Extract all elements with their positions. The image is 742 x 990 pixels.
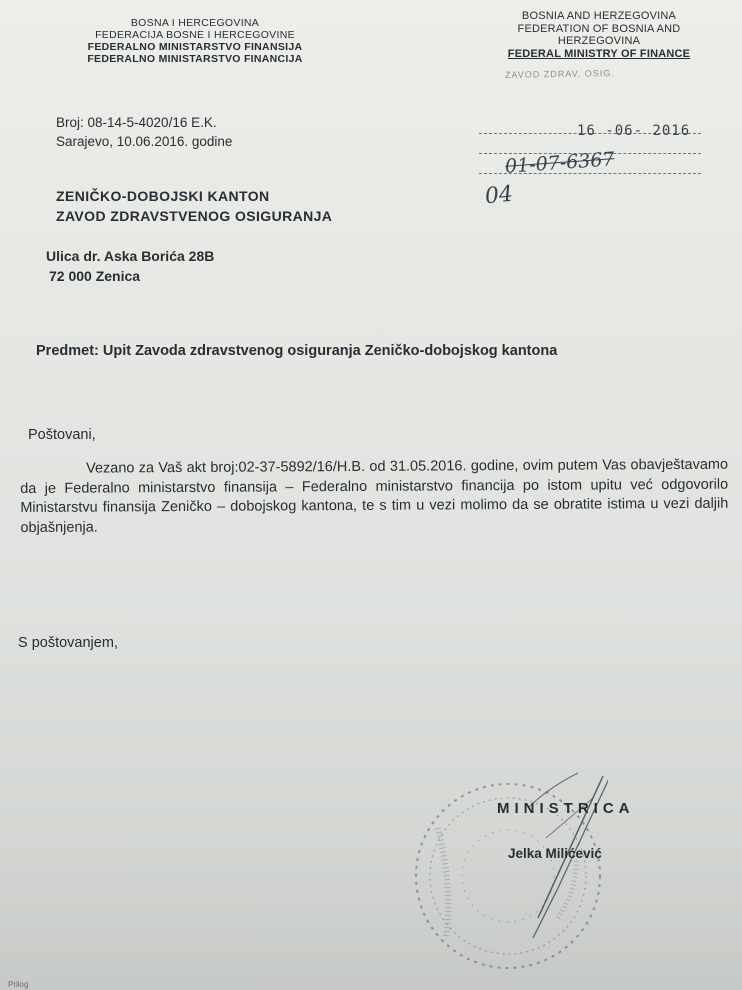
faded-stamp-text: ZAVOD ZDRAV. OSIG. (504, 68, 615, 80)
reference-place-date: Sarajevo, 10.06.2016. godine (56, 134, 233, 149)
letter-subject: Predmet: Upit Zavoda zdravstvenog osiguranja Zeničko-dobojskog kantona (36, 343, 558, 359)
reference-block (56, 113, 232, 151)
letterhead-ministry-bs: FEDERALNO MINISTARSTVO FINANSIJA (87, 41, 303, 53)
letter-body: Vezano za Vaš akt broj:02-37-5892/16/H.B. od 31.05.2016. godine, ovim putem Vas obavještavamo da je Federalno ministarstvo finansija – Federalno ministarstvo financija po istom upitu već odgovorilo Ministarstvu finansija Zeničko – dobojskog kantona, te s tim u vezi molimo da se obratite istima u vezi daljih objašnjenja. (20, 456, 729, 536)
letterhead-country: BOSNA I HERCEGOVINA (130, 17, 260, 29)
letterhead-federation-en: FEDERATION OF BOSNIA AND (517, 22, 681, 35)
signatory-title: MINISTRICA (497, 800, 635, 817)
letterhead-bosnian (40, 17, 350, 65)
recipient-canton: ZENIČKO-DOBOJSKI KANTON (56, 188, 270, 204)
letterhead-country-en: BOSNIA AND HERZEGOVINA (521, 10, 677, 22)
page-edge-mark: Prilog (8, 980, 29, 989)
recipient-address (46, 246, 214, 286)
letter-closing: S poštovanjem, (18, 635, 118, 651)
recipient-institute: ZAVOD ZDRAVSTVENOG OSIGURANJA (56, 208, 333, 224)
reference-number: Broj: 08-14-5-4020/16 E.K. (56, 115, 217, 130)
handwritten-number: 01-07-6367 (504, 148, 616, 178)
address-street: Ulica dr. Aska Borića 28B (46, 248, 215, 264)
letterhead-federation-en-2: HERZEGOVINA (557, 35, 641, 47)
stamp-date: 16 -06- 2016 (577, 123, 691, 139)
handwritten-mark: 04 (483, 181, 515, 210)
letterhead-ministry-hr: FEDERALNO MINISTARSTVO FINANCIJA (87, 53, 303, 65)
recipient-block (56, 186, 332, 226)
letterhead-english (470, 10, 728, 60)
signatory-name: Jelka Milićević (508, 846, 602, 861)
letter-greeting: Poštovani, (28, 427, 96, 443)
letterhead-ministry-en: FEDERAL MINISTRY OF FINANCE (507, 47, 691, 60)
address-city: 72 000 Zenica (49, 268, 141, 284)
letterhead-federation: FEDERACIJA BOSNE I HERCEGOVINE (95, 29, 295, 41)
